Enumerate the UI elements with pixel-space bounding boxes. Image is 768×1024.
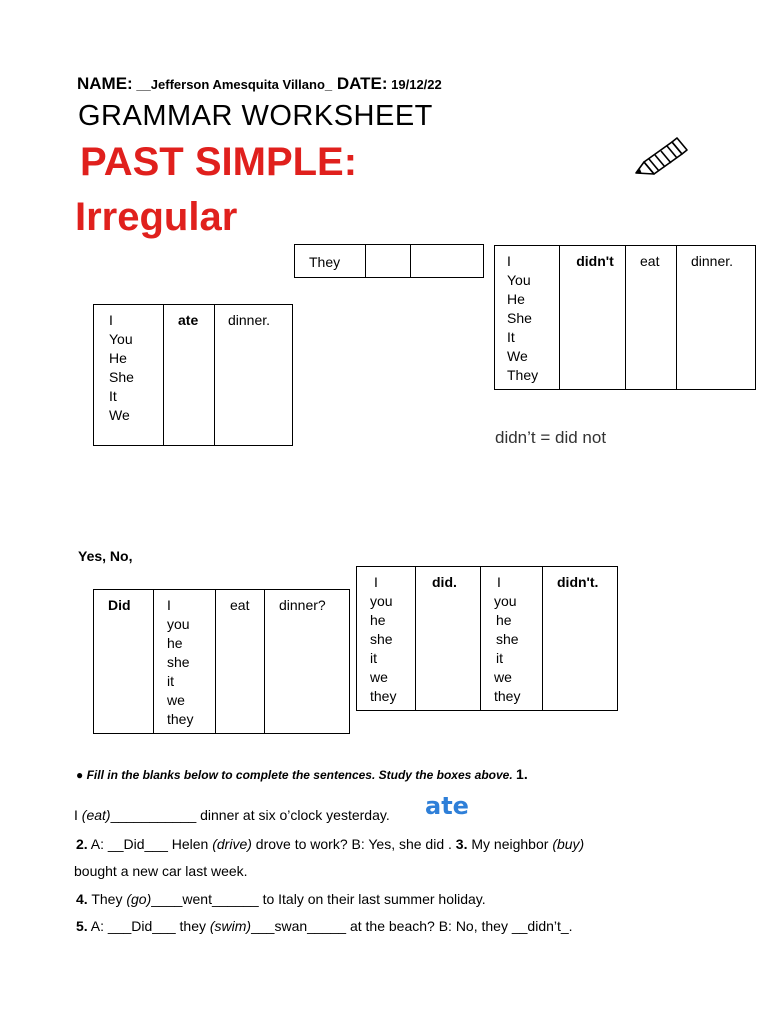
short-answer-negative: didn't. <box>543 567 618 711</box>
pronoun: They <box>507 367 539 383</box>
verb-hint: (go) <box>126 891 152 907</box>
pronoun: I <box>109 312 113 328</box>
pronoun: she <box>370 631 393 647</box>
sentence-text: drove to work? B: Yes, she did . <box>251 836 456 852</box>
pronoun: he <box>370 612 386 628</box>
date-label: DATE: <box>332 74 388 93</box>
pronoun: it <box>167 673 174 689</box>
verb-hint: (eat) <box>81 807 111 823</box>
pronoun: they <box>370 688 397 704</box>
name-label: NAME: <box>77 74 133 93</box>
verb-hint: (swim) <box>209 918 252 934</box>
heading-irregular: Irregular <box>75 195 238 239</box>
pronoun: we <box>494 669 512 685</box>
sentence-text: They <box>87 891 127 907</box>
exercise-instruction <box>76 766 528 782</box>
sentence-text: My neighbor <box>467 836 553 852</box>
short-answer-positive: did. <box>416 567 481 711</box>
pronoun: they <box>494 688 521 704</box>
pronoun: it <box>370 650 377 666</box>
negative-table <box>494 245 756 390</box>
pencil-icon <box>630 132 690 176</box>
pronoun: it <box>496 650 503 666</box>
small-table-blank-cell <box>411 245 484 278</box>
sentence-text: I <box>74 807 82 823</box>
sentence-number: 2. <box>76 836 88 852</box>
sentence-5 <box>76 918 573 934</box>
sentence-3-continued: bought a new car last week. <box>74 863 248 879</box>
pronoun: It <box>109 388 117 404</box>
sentence-text: A: __Did___ Helen <box>87 836 213 852</box>
worksheet-title: GRAMMAR WORKSHEET <box>78 100 433 132</box>
affirmative-pronouns <box>94 305 164 446</box>
pronoun: He <box>109 350 127 366</box>
pronoun: I <box>497 574 501 590</box>
pronoun: I <box>507 253 511 269</box>
pronoun: she <box>167 654 190 670</box>
pronoun: I <box>374 574 378 590</box>
sentence-2 <box>76 836 584 852</box>
sentence-text: ___________ dinner at six o’clock yesterday. <box>110 807 390 823</box>
pronoun: she <box>496 631 519 647</box>
sentence-number: 5. <box>76 918 88 934</box>
pronoun: She <box>507 310 532 326</box>
sentence-4 <box>76 891 486 907</box>
negative-aux: didn't <box>560 246 626 390</box>
small-table-blank-cell <box>366 245 411 278</box>
pronoun: I <box>167 597 171 613</box>
pronoun: We <box>109 407 130 423</box>
pronoun: you <box>167 616 190 632</box>
short-answer-pronouns-negative <box>481 567 543 711</box>
question-aux: Did <box>94 590 154 734</box>
pronoun: we <box>370 669 388 685</box>
pronoun: You <box>507 272 531 288</box>
question-pronouns <box>154 590 216 734</box>
verb-hint: (buy) <box>552 836 585 852</box>
short-answer-table <box>356 566 618 711</box>
pronoun: he <box>496 612 512 628</box>
negative-verb: eat <box>626 246 677 390</box>
pronoun: you <box>494 593 517 609</box>
sentence-1 <box>74 807 390 823</box>
affirmative-verb: ate <box>164 305 215 446</box>
pronoun: you <box>370 593 393 609</box>
date-value: 19/12/22 <box>387 77 442 92</box>
sentence-number: 1. <box>516 766 528 782</box>
affirmative-table <box>93 304 293 446</box>
pronoun: We <box>507 348 528 364</box>
sentence-number: 3. <box>455 836 468 852</box>
pronoun: He <box>507 291 525 307</box>
negative-object: dinner. <box>677 246 756 390</box>
sentence-text: ___swan_____ at the beach? B: No, they __didn’t_. <box>251 918 573 934</box>
heading-past-simple: PAST SIMPLE: <box>80 140 358 184</box>
pronoun: we <box>167 692 185 708</box>
sentence-number: 4. <box>76 891 88 907</box>
instruction-text: ● Fill in the blanks below to complete the sentences. Study the boxes above. <box>76 768 513 782</box>
question-table <box>93 589 350 734</box>
question-verb: eat <box>216 590 265 734</box>
small-table-pronoun: They <box>295 245 366 278</box>
verb-hint: (drive) <box>212 836 252 852</box>
question-object: dinner? <box>265 590 350 734</box>
sentence-text: ____went______ to Italy on their last summer holiday. <box>151 891 486 907</box>
short-answer-pronouns-positive <box>357 567 416 711</box>
pronoun: You <box>109 331 133 347</box>
name-value: __Jefferson Amesquita Villano_ <box>132 77 333 92</box>
sentence-text: A: ___Did___ they <box>87 918 210 934</box>
pronoun: It <box>507 329 515 345</box>
yes-no-label: Yes, No, <box>78 548 133 564</box>
handwritten-answer: ate <box>425 792 469 820</box>
didnt-note: didn’t = did not <box>495 428 607 447</box>
pronoun: She <box>109 369 134 385</box>
name-date-line <box>77 74 442 94</box>
affirmative-object: dinner. <box>215 305 293 446</box>
pronoun: he <box>167 635 183 651</box>
negative-pronouns <box>495 246 560 390</box>
small-pronoun-table <box>294 244 484 278</box>
pronoun: they <box>167 711 194 727</box>
